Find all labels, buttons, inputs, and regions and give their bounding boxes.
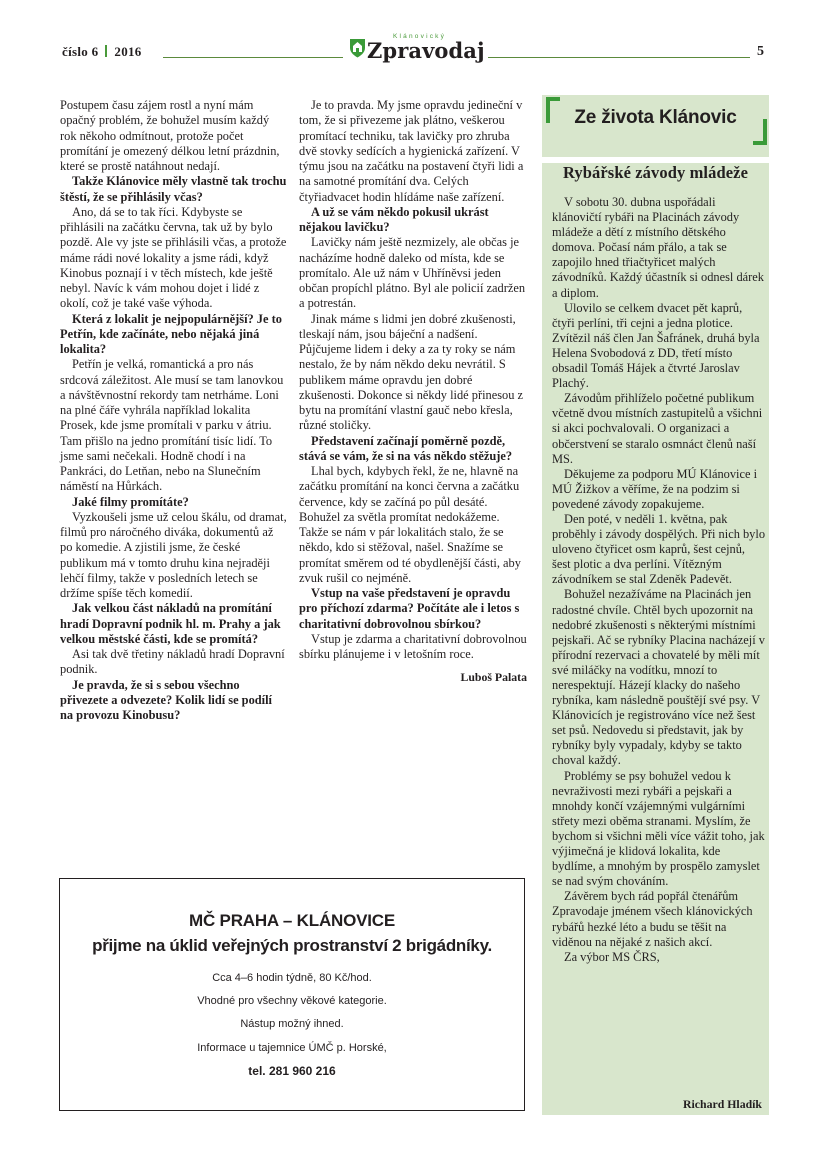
ad-start: Nástup možný ihned. xyxy=(240,1018,344,1030)
article-column-1 xyxy=(60,98,288,723)
sidebar-paragraph: Problémy se psy bohužel vedou k nevraživosti mezi rybáři a pejskaři a mnohdy končí vzájemnými vulgárními střety mezi oběma stranami. Myslím, že bychom si všichni měli více vážit toho, jak výjimečná je klidová lokalita, kde bydlíme, a mnohým by prospělo zamyslet se nad svým chováním. xyxy=(552,768,765,889)
interview-paragraph: Lavičky nám ještě nezmizely, ale občas je nacházíme hodně daleko od místa, kde se promítalo. Ale už nám v Uhříněvsi jeden občan propíchl plátno. Byl ale policií zadržen a potrestán. xyxy=(299,235,526,311)
interview-paragraph: Petřín je velká, romantická a pro nás srdcová záležitost. Ale musí se tam lanovkou a návštěvnostní rekordy tam netrháme. Loni na plné čáře vyhrála například lokalita Prosek, kde jsme promítali v parku v átriu. Tam přišlo na jedno promítání tisíc lidí. To jsme sami nečekali. Hodně chodí i na Pankráci, do Letňan, nebo na Slunečním náměstí na Hůrkách. xyxy=(60,357,284,494)
sidebar-paragraph: Závěrem bych rád popřál čtenářům Zpravodaje jménem všech klánovických rybářů hezké léto a budu se těšit na viděnou na nějaké z našich akcí. xyxy=(552,889,753,949)
sidebar-title: Ze života Klánovic xyxy=(574,107,737,128)
zpravodaj-logo xyxy=(349,33,485,63)
interview-paragraph: Jinak máme s lidmi jen dobré zkušenosti, tleskají nám, jsou báječní a nadšení. Půjčujeme lidem i deky a za ty roky se nám nestalo, že by nám někdo deku nevrátil. S publikem máme opravdu jen dobré zkušenosti. Dokonce si někdy lidé přinesou z bytu na promítání vlastní gauč nebo křesla, různé stoličky. xyxy=(299,311,524,433)
header-rule-right xyxy=(488,57,750,58)
article-signature: Luboš Palata xyxy=(460,670,527,685)
logo-subtitle: Klánovický xyxy=(393,33,447,40)
interview-question: Jak velkou část nákladů na promítání hradí Dopravní podnik hl. m. Prahy a jak velkou městské části, kde se promítá? xyxy=(60,601,281,646)
sidebar-article-title: Rybářské závody mládeže xyxy=(562,163,749,182)
logo-title: Zpravodaj xyxy=(367,38,485,63)
interview-paragraph: Vyzkoušeli jsme už celou škálu, od dramat, filmů pro náročného diváka, dokumentů až po komedie. A zjistili jsme, že české publikum má v tomto druhu kina nejraději lehčí filmy, takže v posledních letech se držíme spíše těch komedií. xyxy=(60,509,287,600)
interview-paragraph: Je to pravda. My jsme opravdu jedineční v tom, že si přivezeme jak plátno, veškerou promítací techniku, tak lavičky pro zhruba dvě stovky sedících a hygienická zařízení. V týmu jsou na začátku na postavení čtyři lidi a na samotné promítání dva. Celých čtyřiadvacet hodin hlídáme naše zařízení. xyxy=(299,98,524,204)
sidebar-paragraph: Den poté, v neděli 1. května, pak proběhly i závody dospělých. Při nich bylo uloveno čtyřicet osm kaprů, šest cejnů, šest plotic a dva perlíni. Vítězným závodníkem se stal Zdeněk Padevět. xyxy=(552,511,766,587)
sidebar-signature: Richard Hladík xyxy=(683,1097,762,1111)
interview-paragraph: Ano, dá se to tak říci. Kdybyste se přihlásili na začátku června, tak už by bylo pozdě. Ale vy jste se přihlásili včas, a protože máme rádi nové lokality a jsme rádi, když Kinobus poznají i v těch místech, kde ještě nebyl. Navíc k vám mohou dojet i lidé z okolí, což je také vaše výhoda. xyxy=(60,204,287,311)
sidebar-paragraph: V sobotu 30. dubna uspořádali klánovičtí rybáři na Placinách závody mládeže a dětí z místního dětského domova. Počasí nám přálo, a tak se zapojilo hned třiačtyřicet malých závodníků. Každý účastník si odnesl dárek a diplom. xyxy=(552,195,764,300)
ad-phone: tel. 281 960 216 xyxy=(248,1064,336,1078)
ad-title: MČ PRAHA – KLÁNOVICE xyxy=(189,911,395,930)
sidebar-paragraph: Závodům přihlíželo početné publikum včetně dvou místních zastupitelů a všichni si akci pochvalovali. O organizaci a občerstvení se staralo osmnáct členů naší MS. xyxy=(552,391,763,466)
interview-question: Takže Klánovice měly vlastně tak trochu štěstí, že se přihlásily včas? xyxy=(60,174,287,204)
sidebar-article-body xyxy=(552,195,766,965)
ad-subtitle: přijme na úklid veřejných prostranství 2 brigádníky. xyxy=(92,936,492,955)
ad-contact: Informace u tajemnice ÚMČ p. Horské, xyxy=(197,1042,387,1054)
article-column-2 xyxy=(299,98,527,686)
interview-paragraph: Vstup je zdarma a charitativní dobrovolnou sbírku plánujeme i v letošním roce. xyxy=(299,631,527,661)
interview-question: Představení začínají poměrně pozdě, stává se vám, že si na vás někdo stěžuje? xyxy=(299,433,513,463)
page-number: 5 xyxy=(757,44,764,59)
interview-paragraph: Asi tak dvě třetiny nákladů hradí Dopravní podnik. xyxy=(60,647,285,677)
issue-year: 2016 xyxy=(114,44,142,59)
interview-paragraph: Lhal bych, kdybych řekl, že ne, hlavně na začátku promítání na konci června a začátku července, kdy se začíná po půl desáté. Bohužel za světla promítat nedokážeme. Takže se nám v pár lokalitách stalo, že se někdo, kdo si stěžoval, našel. Snažíme se promítat směrem od té obydlenější části, aby zvuk rušil co nejméně. xyxy=(299,464,521,585)
interview-paragraph: Postupem času zájem rostl a nyní mám opačný problém, že bohužel musím každý rok někoho odmítnout, protože počet promítání je omezený délkou letní prázdnin, které se prostě natáhnout nedají. xyxy=(60,98,280,173)
issue-number xyxy=(62,44,142,60)
header-rule-left xyxy=(163,57,343,58)
sidebar-paragraph: Bohužel nezažíváme na Placinách jen radostné chvíle. Chtěl bych upozornit na nedobré zkušenosti s některými místními pejskaři. Ač se rybníky Placina nacházejí v přírodní rezervaci a chovatelé by měli mít své miláčky na vodítku, mnozí to nerespektují. Házejí klacky do našeho rybníka, kam následně pouštějí své psy. V Klánovicích je registrováno více než šest set psů. Nedovedu si představit, jak by rybníky byly vypadaly, kdyby se takto choval každý. xyxy=(552,587,765,768)
header-separator xyxy=(105,45,107,57)
job-advertisement xyxy=(59,878,525,1111)
interview-question: Která z lokalit je nejpopulárnější? Je to Petřín, kde začínáte, nebo nějaká jiná lokalita? xyxy=(60,311,282,356)
interview-question: Jaké filmy promítáte? xyxy=(72,494,189,509)
interview-question: Vstup na vaše představení je opravdu pro příchozí zdarma? Počítáte ale i letos s charitativní dobrovolnou sbírkou? xyxy=(299,586,520,631)
sidebar-paragraph: Za výbor MS ČRS, xyxy=(564,949,660,964)
issue-label: číslo 6 xyxy=(62,44,99,59)
interview-question: Je pravda, že si s sebou všechno přivezete a odvezete? Kolik lidí se podílí na provozu Kinobusu? xyxy=(60,677,272,722)
interview-question: A už se vám někdo pokusil ukrást nějakou lavičku? xyxy=(299,204,489,234)
shield-icon xyxy=(349,38,366,58)
sidebar-paragraph: Děkujeme za podporu MÚ Klánovice i MÚ Žižkov a věříme, že na podzim si povedené závody zopakujeme. xyxy=(552,466,758,511)
sidebar-title-box xyxy=(542,95,769,147)
ad-hours: Cca 4–6 hodin týdně, 80 Kč/hod. xyxy=(212,972,372,984)
bracket-bottom-right xyxy=(753,119,767,145)
sidebar-paragraph: Ulovilo se celkem dvacet pět kaprů, čtyři perlíni, tři cejni a jedna plotice. Zvítězil náš člen Jan Šafránek, druhá byla Helena Svobodová z DD, třetí místo obsadil Tomáš Hájek a čtvrté Jaroslav Plachý. xyxy=(552,300,760,391)
ad-age: Vhodné pro všechny věkové kategorie. xyxy=(197,995,387,1007)
